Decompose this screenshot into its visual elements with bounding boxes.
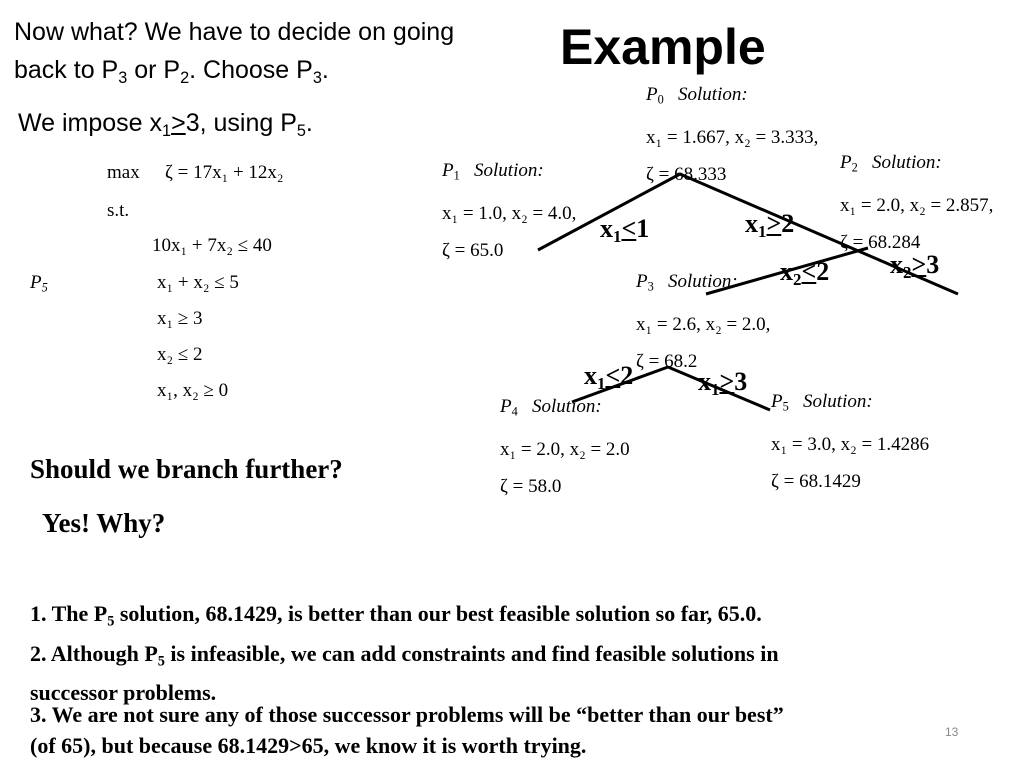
branch-label-x2-ge-3: $x_2>3$ <box>890 250 940 283</box>
branch-label-x1-ge-2: $x_1>2$ <box>745 209 795 242</box>
intro-line-2: back to $P_3$ or $P_2$. Choose $P_3$. <box>14 56 329 87</box>
node-p2-obj: ζ = 68.284 <box>840 231 921 253</box>
slide-title: Example <box>560 19 766 75</box>
node-p1-vars: x₁ = 1.0, x₂ = 4.0, <box>442 202 577 224</box>
answer-text: Yes! Why? <box>42 508 166 538</box>
node-p0-header: $P_0$ Solution: <box>646 84 748 107</box>
page-number: 13 <box>945 725 959 739</box>
intro-line-1: Now what? We have to decide on going <box>14 18 455 46</box>
point-1: 1. The $P_5$ solution, 68.1429, is better than our best feasible solution so far, 65.0. <box>30 601 762 630</box>
node-p1-header: $P_1$ Solution: <box>442 160 544 183</box>
node-p2-header: $P_2$ Solution: <box>840 152 942 175</box>
node-p5-header: $P_5$ Solution: <box>771 391 873 414</box>
node-p3-header: $P_3$ Solution: <box>636 271 738 294</box>
node-p5-vars: x₁ = 3.0, x₂ = 1.4286 <box>771 433 930 455</box>
node-p4 <box>500 388 630 505</box>
node-p5-obj: ζ = 68.1429 <box>771 470 861 492</box>
constraint-5: x₁, x₂ ≥ 0 <box>157 380 229 401</box>
node-p0-vars: x₁ = 1.667, x₂ = 3.333, <box>646 126 819 148</box>
intro-line-3: We impose $x_1>3$, using $P_5$. <box>18 109 313 140</box>
branch-label-x1-ge-3: $x_1>3$ <box>698 367 748 400</box>
node-p0-obj: ζ = 68.333 <box>646 163 727 185</box>
node-p1-obj: ζ = 65.0 <box>442 239 504 261</box>
point-3: 3. We are not sure any of those successor problems will be “better than our best” (of 65), but because 68.1429>65, we know it is worth trying. <box>30 702 784 758</box>
question-text: Should we branch further? <box>30 454 343 484</box>
st-label: s.t. <box>107 200 130 221</box>
node-p3 <box>636 263 770 380</box>
node-p0 <box>646 76 818 193</box>
node-p2-vars: x₁ = 2.0, x₂ = 2.857, <box>840 194 994 216</box>
node-p4-header: $P_4$ Solution: <box>500 396 602 419</box>
constraint-4: x₂ ≤ 2 <box>157 344 203 365</box>
constraint-3: x₁ ≥ 3 <box>157 308 203 329</box>
node-p4-obj: ζ = 58.0 <box>500 475 562 497</box>
node-p3-obj: ζ = 68.2 <box>636 350 698 372</box>
branch-label-x1-le-1: $x_1<1$ <box>600 214 650 247</box>
constraint-1: 10x₁ + 7x₂ ≤ 40 <box>152 235 272 256</box>
objective: ζ = 17x₁ + 12x₂ <box>165 162 284 183</box>
constraint-2: x₁ + x₂ ≤ 5 <box>157 272 239 293</box>
branch-label-x2-le-2: $x_2<2$ <box>780 257 830 290</box>
node-p5 <box>771 383 929 500</box>
branch-label-x1-le-2: $x_1<2$ <box>584 361 634 394</box>
node-p1 <box>442 152 576 269</box>
max-label: max <box>107 162 140 183</box>
model-name: $P_5$ <box>30 272 48 295</box>
node-p2 <box>840 144 1024 261</box>
node-p3-vars: x₁ = 2.6, x₂ = 2.0, <box>636 313 771 335</box>
point-2: 2. Although $P_5$ is infeasible, we can add constraints and find feasible solutions in successor problems. <box>30 641 779 706</box>
node-p4-vars: x₁ = 2.0, x₂ = 2.0 <box>500 438 630 460</box>
